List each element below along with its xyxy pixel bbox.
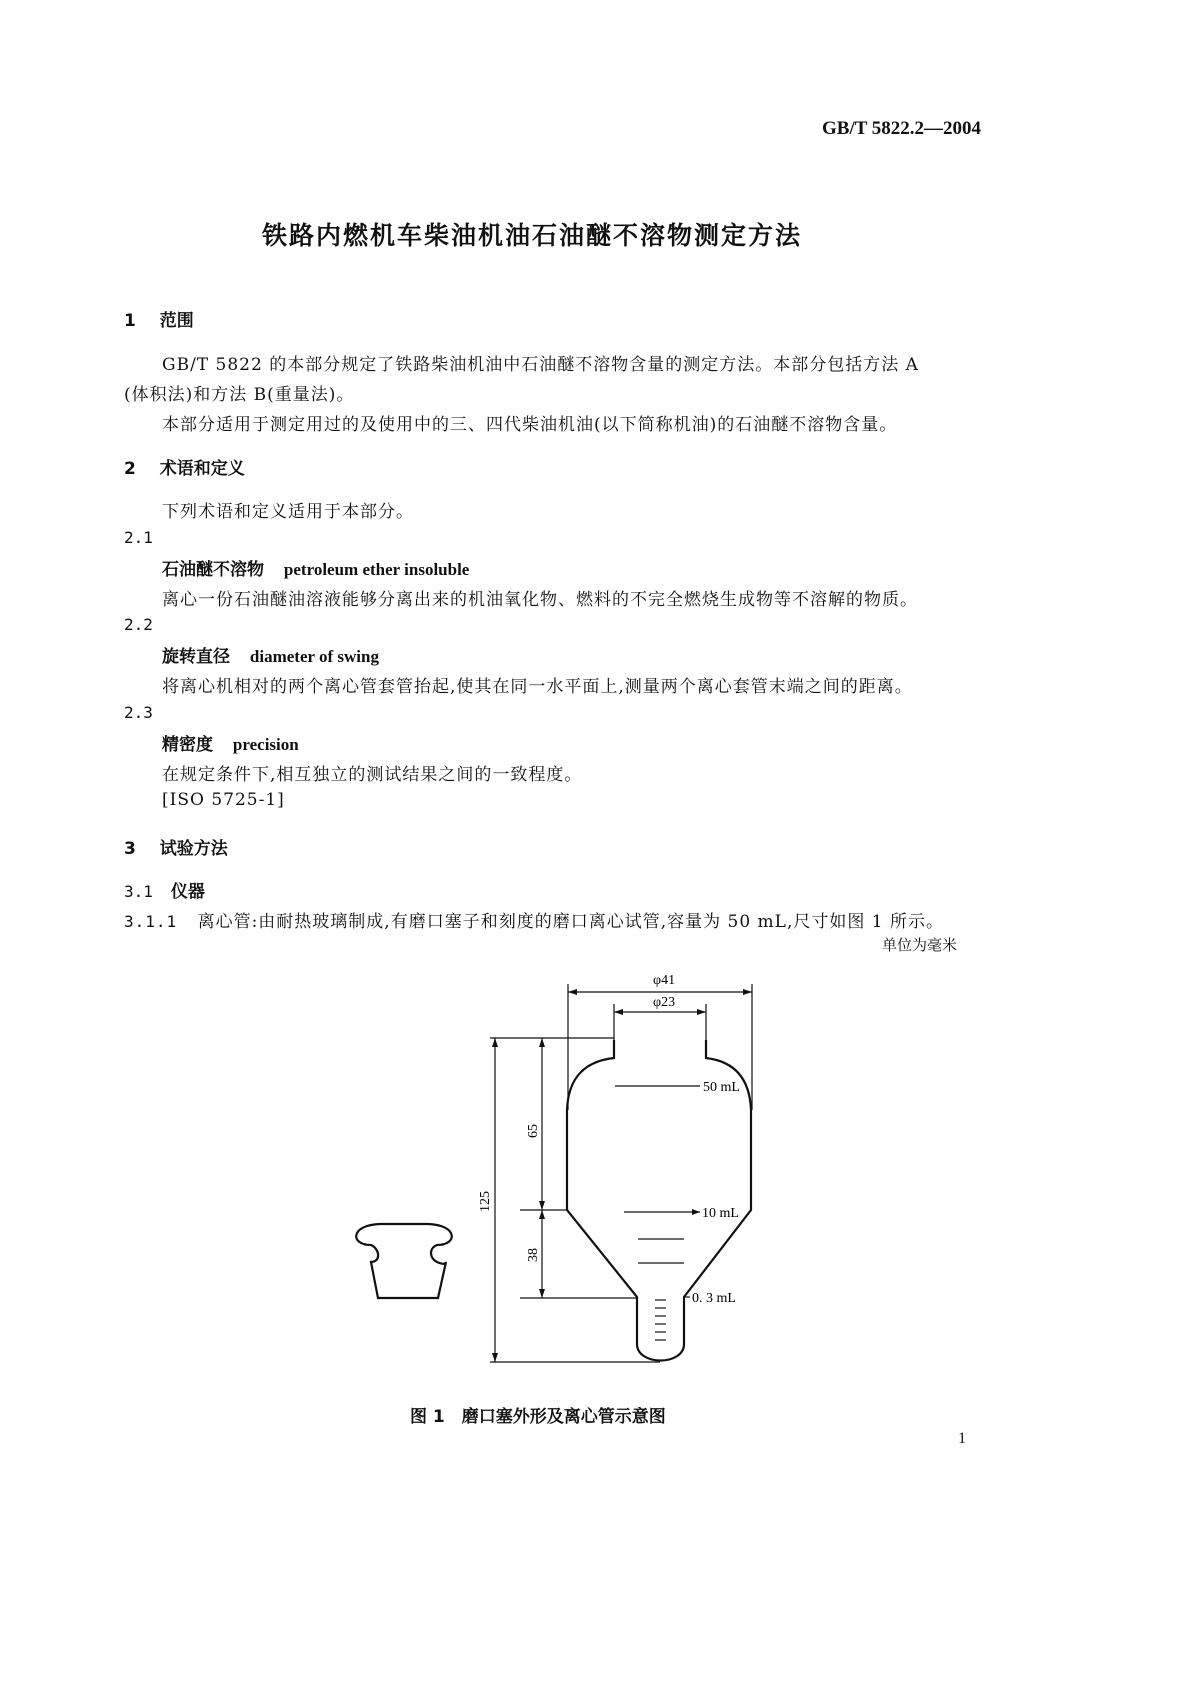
page-title: 铁路内燃机车柴油机油石油醚不溶物测定方法 [262,221,803,250]
term-zh: 石油醚不溶物 [162,560,264,580]
section-title: 范围 [159,311,194,331]
term-en: petroleum ether insoluble [283,560,470,579]
figure-caption: 图 1 磨口塞外形及离心管示意图 [410,1407,666,1427]
section-number: 1 [124,311,136,331]
section-number: 3 [124,839,136,859]
dimension-upper-height: 65 [526,1124,541,1138]
paragraph: 本部分适用于测定用过的及使用中的三、四代柴油机油(以下简称机油)的石油醚不溶物含量。 [162,415,898,435]
label-0-3ml: 0. 3 mL [692,1291,736,1306]
subsection-number: 3.1 [124,882,153,901]
page-number: 1 [958,1430,966,1447]
label-10ml: 10 mL [702,1206,739,1221]
paragraph: 下列术语和定义适用于本部分。 [162,502,414,522]
term-number: 2.2 [124,615,153,634]
label-50ml: 50 mL [703,1080,740,1095]
paragraph-line: (体积法)和方法 B(重量法)。 [124,385,355,405]
term-en: diameter of swing [249,647,379,666]
term-en: precision [232,735,299,754]
term-zh: 旋转直径 [162,647,230,667]
dimension-lower-height: 38 [526,1248,541,1262]
section-title: 试验方法 [159,839,228,859]
dimension-outer-diameter: φ41 [653,973,676,988]
term-zh: 精密度 [162,735,213,755]
term-number: 2.3 [124,703,153,722]
paragraph-line: GB/T 5822 的本部分规定了铁路柴油机油中石油醚不溶物含量的测定方法。本部分包括方法 A [162,355,919,375]
clause-number: 3.1.1 [124,912,178,931]
dimension-total-height: 125 [478,1191,493,1212]
section-title: 术语和定义 [159,459,245,479]
section-number: 2 [124,459,136,479]
term-definition: 将离心机相对的两个离心管套管抬起,使其在同一水平面上,测量两个离心套管末端之间的距离。 [162,677,913,697]
dimension-inner-diameter: φ23 [653,995,676,1010]
term-reference: [ISO 5725-1] [162,790,285,810]
unit-note: 单位为毫米 [882,936,958,954]
term-number: 2.1 [124,528,153,547]
stopper-outline [356,1224,452,1298]
standard-number: GB/T 5822.2—2004 [822,118,982,139]
term-definition: 在规定条件下,相互独立的测试结果之间的一致程度。 [162,765,583,785]
term-definition: 离心一份石油醚油溶液能够分离出来的机油氧化物、燃料的不完全燃烧生成物等不溶解的物质。 [162,590,918,610]
clause-text: 离心管:由耐热玻璃制成,有磨口塞子和刻度的磨口离心试管,容量为 50 mL,尺寸如图 1 所示。 [197,912,944,932]
subsection-title: 仪器 [170,882,205,902]
